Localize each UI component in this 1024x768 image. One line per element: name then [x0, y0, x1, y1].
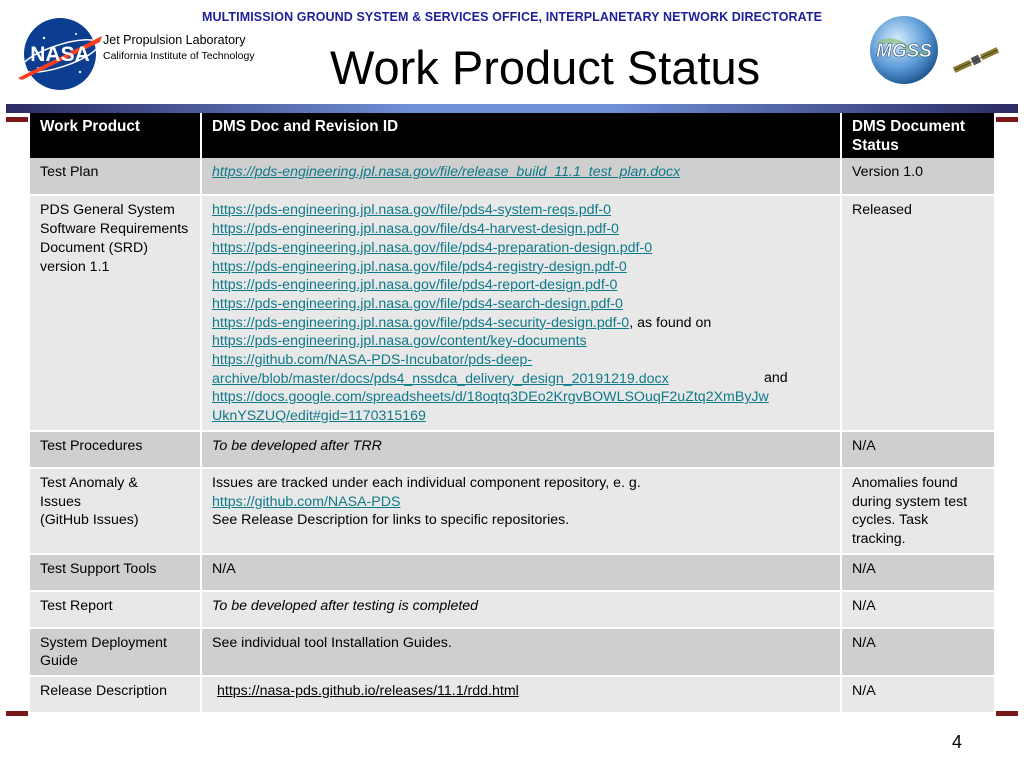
- org-name: Jet Propulsion Laboratory: [103, 33, 246, 47]
- doc-line: See Release Description for links to specific repositories.: [212, 512, 570, 529]
- table-row: [30, 195, 994, 430]
- mgss-logo-text: MGSS: [876, 41, 932, 62]
- left-accent-mark: [6, 117, 28, 122]
- doc-cell: [201, 676, 841, 713]
- doc-cell: See individual tool Installation Guides.: [201, 628, 841, 676]
- sheet-link-line1: https://docs.google.com/spreadsheets/d/18oqtq3DEo2KrgvBOWLSOuqF2uZtq2XmByJw: [212, 389, 769, 406]
- doc-cell: [201, 158, 841, 195]
- product-line: (GitHub Issues): [40, 512, 139, 529]
- status-cell: N/A: [841, 431, 994, 468]
- github-deep-archive-link[interactable]: [212, 351, 830, 388]
- found-on-text: , as found on: [629, 314, 712, 331]
- org-subtitle: California Institute of Technology: [103, 50, 255, 62]
- product-cell: PDS General System Software Requirements Document (SRD) version 1.1: [30, 195, 201, 430]
- column-header-dms-doc: DMS Doc and Revision ID: [201, 113, 841, 158]
- product-cell: Test Plan: [30, 158, 201, 195]
- nasa-logo-text: NASA: [30, 43, 90, 66]
- left-bottom-accent-mark: [6, 711, 28, 716]
- table-row: [30, 554, 994, 591]
- nasa-pds-github-link[interactable]: https://github.com/NASA-PDS: [212, 493, 401, 510]
- jpl-org-text: [103, 32, 255, 64]
- harvest-design-link[interactable]: https://pds-engineering.jpl.nasa.gov/file/ds4-harvest-design.pdf-0: [212, 221, 619, 238]
- report-design-link[interactable]: https://pds-engineering.jpl.nasa.gov/file/pds4-report-design.pdf-0: [212, 277, 618, 294]
- work-product-table: [30, 113, 994, 714]
- doc-cell: To be developed after TRR: [201, 431, 841, 468]
- product-cell: [30, 468, 201, 554]
- doc-cell: [201, 468, 841, 554]
- security-design-link[interactable]: https://pds-engineering.jpl.nasa.gov/file/pds4-security-design.pdf-0: [212, 314, 630, 331]
- registry-design-link[interactable]: https://pds-engineering.jpl.nasa.gov/file/pds4-registry-design.pdf-0: [212, 258, 627, 275]
- status-cell: Version 1.0: [841, 158, 994, 195]
- product-cell: Test Report: [30, 591, 201, 628]
- right-accent-mark: [996, 117, 1018, 122]
- right-bottom-accent-mark: [996, 711, 1018, 716]
- product-line: Issues: [40, 493, 82, 510]
- spreadsheet-link[interactable]: [212, 388, 830, 425]
- github-link-line1: https://github.com/NASA-PDS-Incubator/pds-deep-: [212, 352, 533, 369]
- preparation-design-link[interactable]: https://pds-engineering.jpl.nasa.gov/file/pds4-preparation-design.pdf-0: [212, 239, 653, 256]
- product-cell: System Deployment Guide: [30, 628, 201, 676]
- doc-cell: https://pds-engineering.jpl.nasa.gov/file/pds4-system-reqs.pdf-0 https://pds-engineering.jpl.nasa.gov/file/ds4-harvest-design.pdf-0 https://pds-engineering.jpl.nasa.gov/file/pds4-preparation-design.pdf-0 https://pds-engineering.jpl.nasa.gov/file/pds4-registry-design.pdf-0 https://pds-engineering.jpl.nasa.gov/file/pds4-report-design.pdf-0 https://pds-engineering.jpl.nasa.gov/file/pds4-search-design.pdf-0 https://pds-engineering.jpl.nasa.gov/file/pds4-security-design.pdf-0, as found on https://pds-engineering.jpl.nasa.gov/content/key-documents https://github.com/NASA-PDS-Incubator/pds-deep- archive/blob/master/docs/pds4_nssdca_delivery_design_20191219.docx and https://docs.google.com/spreadsheets/d/18oqtq3DEo2KrgvBOWLSOuqF2uZtq2XmByJw UknYSZUQ/edit#gid=1170315169: [201, 195, 841, 430]
- system-reqs-link[interactable]: https://pds-engineering.jpl.nasa.gov/file/pds4-system-reqs.pdf-0: [212, 202, 612, 219]
- mgss-logo: [848, 14, 1018, 94]
- status-cell: Released: [841, 195, 994, 430]
- test-plan-link[interactable]: https://pds-engineering.jpl.nasa.gov/file/release_build_11.1_test_plan.docx: [212, 164, 681, 181]
- table-row: [30, 468, 994, 554]
- table-row: [30, 628, 994, 676]
- table-row: [30, 158, 994, 195]
- release-description-link[interactable]: https://nasa-pds.github.io/releases/11.1/rdd.html: [217, 683, 519, 700]
- status-cell: N/A: [841, 591, 994, 628]
- search-design-link[interactable]: https://pds-engineering.jpl.nasa.gov/file/pds4-search-design.pdf-0: [212, 295, 623, 312]
- satellite-icon: [953, 46, 1000, 74]
- doc-cell: To be developed after testing is completed: [201, 591, 841, 628]
- page-title: Work Product Status: [330, 41, 761, 94]
- page-number: 4: [951, 732, 962, 752]
- doc-line: Issues are tracked under each individual component repository, e. g.: [212, 474, 641, 491]
- header-divider: [6, 104, 1018, 113]
- table-header-row: [30, 113, 994, 158]
- product-cell: Test Procedures: [30, 431, 201, 468]
- column-header-work-product: Work Product: [30, 113, 201, 158]
- table-row: [30, 676, 994, 713]
- office-banner: MULTIMISSION GROUND SYSTEM & SERVICES OFFICE, INTERPLANETARY NETWORK DIRECTORATE: [201, 10, 823, 24]
- product-cell: Test Support Tools: [30, 554, 201, 591]
- status-cell: N/A: [841, 554, 994, 591]
- github-link-line2: archive/blob/master/docs/pds4_nssdca_delivery_design_20191219.docx: [212, 370, 669, 387]
- status-cell: N/A: [841, 628, 994, 676]
- status-cell: Anomalies found during system test cycles. Task tracking.: [841, 468, 994, 554]
- column-header-dms-status: DMS Document Status: [841, 113, 994, 158]
- product-cell: Release Description: [30, 676, 201, 713]
- nasa-logo: [14, 16, 106, 92]
- table-row: [30, 591, 994, 628]
- sheet-link-line2: UknYSZUQ/edit#gid=1170315169: [212, 408, 426, 425]
- key-documents-link[interactable]: https://pds-engineering.jpl.nasa.gov/content/key-documents: [212, 333, 587, 350]
- table-row: [30, 431, 994, 468]
- product-line: Test Anomaly &: [40, 474, 138, 491]
- status-cell: N/A: [841, 676, 994, 713]
- doc-cell: N/A: [201, 554, 841, 591]
